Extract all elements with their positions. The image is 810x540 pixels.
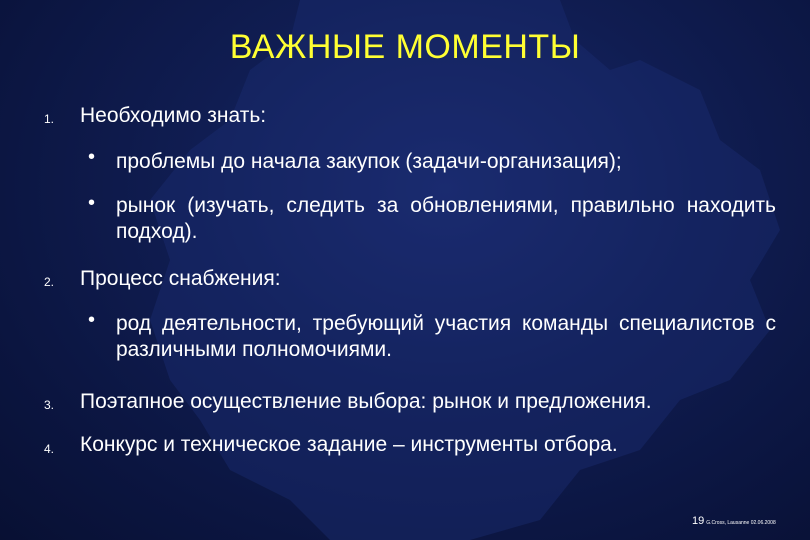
page-number: 19 — [692, 515, 705, 527]
bullet-marker: • — [88, 309, 96, 331]
item-1-bullet-1: проблемы до начала закупок (задачи-организация); — [116, 150, 622, 173]
slide-title: ВАЖНЫЕ МОМЕНТЫ — [229, 28, 581, 66]
item-text-2: Процесс снабжения: — [80, 267, 281, 290]
slide-footer — [692, 515, 776, 527]
bullet-marker: • — [88, 146, 96, 168]
item-number-3: 3. — [44, 398, 55, 412]
item-text-3: Поэтапное осуществление выбора: рынок и предложения. — [80, 390, 652, 413]
item-number-2: 2. — [44, 275, 55, 289]
item-text-4: Конкурс и техническое задание – инструменты отбора. — [80, 433, 618, 456]
footer-note: G.Cross, Lausanne 02.06.2008 — [706, 520, 776, 526]
item-1-bullet-2: рынок (изучать, следить за обновлениями, правильно находить подход). — [116, 194, 776, 243]
item-number-1: 1. — [44, 112, 55, 126]
bullet-marker: • — [88, 192, 96, 214]
item-2-bullet-1: род деятельности, требующий участия команды специалистов с различными полномочиями. — [116, 312, 776, 361]
item-text-1: Необходимо знать: — [80, 104, 267, 127]
item-number-4: 4. — [44, 442, 55, 456]
